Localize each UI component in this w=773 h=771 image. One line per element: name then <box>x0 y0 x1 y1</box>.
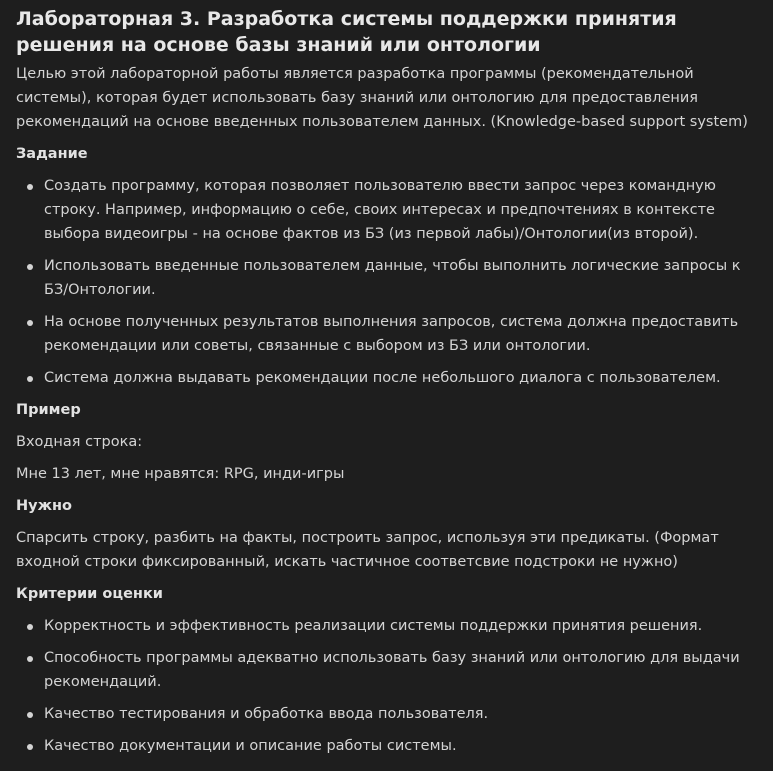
page-title: Лабораторная 3. Разработка системы поддержки принятия решения на основе базы знаний или онтологии <box>16 8 677 56</box>
list-item: Создать программу, которая позволяет пользователю ввести запрос через командную строку. Например, информацию о себе, своих интересах и предпочтениях в контексте выбора видеоигры - на основе фактов из БЗ (из первой лабы)/Онтологии(из второй). <box>44 174 757 246</box>
bullet-icon <box>27 744 33 750</box>
list-item: Качество тестирования и обработка ввода пользователя. <box>44 702 757 726</box>
bullet-icon <box>27 656 33 662</box>
required-text: Спарсить строку, разбить на факты, построить запрос, используя эти предикаты. (Формат входной строки фиксированный, искать частичное соответсвие подстроки не нужно) <box>16 530 719 570</box>
list-item: Способность программы адекватно использовать базу знаний или онтологию для выдачи рекомендаций. <box>44 646 757 694</box>
criteria-heading: Критерии оценки <box>16 586 163 602</box>
required-heading: Нужно <box>16 498 72 514</box>
list-item: На основе полученных результатов выполнения запросов, система должна предоставить рекомендации или советы, связанные с выбором из БЗ или онтологии. <box>44 310 757 358</box>
bullet-icon <box>27 376 33 382</box>
bullet-icon <box>27 624 33 630</box>
example-heading: Пример <box>16 402 81 418</box>
list-item: Корректность и эффективность реализации системы поддержки принятия решения. <box>44 614 757 638</box>
intro-paragraph: Целью этой лабораторной работы является разработка программы (рекомендательной системы), которая будет использовать базу знаний или онтологию для предоставления рекомендаций на основе введенных пользователем данных. (Knowledge-based support system) <box>16 66 748 130</box>
example-input-label: Входная строка: <box>16 434 143 450</box>
list-item: Использовать введенные пользователем данные, чтобы выполнить логические запросы к БЗ/Онтологии. <box>44 254 757 302</box>
list-item: Качество документации и описание работы системы. <box>44 734 757 758</box>
example-input-value: Мне 13 лет, мне нравятся: RPG, инди-игры <box>16 466 345 482</box>
bullet-icon <box>27 184 33 190</box>
bullet-icon <box>27 264 33 270</box>
task-list <box>16 174 757 390</box>
task-heading: Задание <box>16 146 88 162</box>
bullet-icon <box>27 712 33 718</box>
bullet-icon <box>27 320 33 326</box>
list-item: Система должна выдавать рекомендации после небольшого диалога с пользователем. <box>44 366 757 390</box>
criteria-list <box>16 614 757 758</box>
